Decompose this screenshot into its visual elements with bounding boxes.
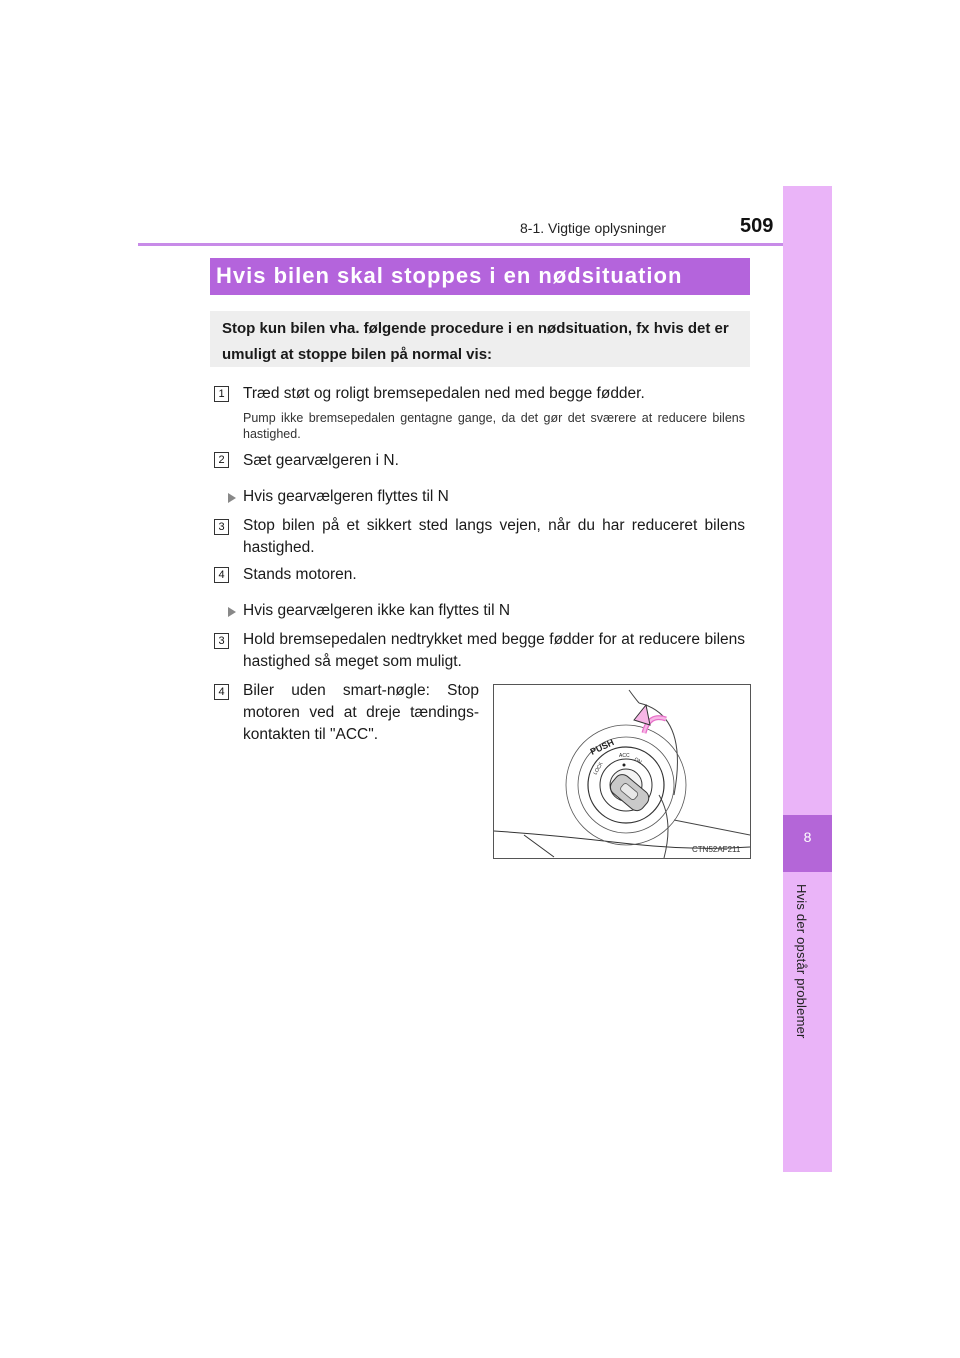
step-note: Pump ikke bremsepedalen gentagne gange, da det gør det sværere at reducere bilens hastighed. (243, 411, 745, 441)
page-number: 509 (740, 215, 774, 237)
step-number-3-alt: 3 (214, 633, 229, 649)
step-text-4-alt: Biler uden smart-nøgle: Stop motoren ved at dreje tændings-kontakten til "ACC". (243, 682, 479, 743)
step-number-3: 3 (214, 519, 229, 535)
step-number-2: 2 (214, 452, 229, 468)
step-text-1: Træd støt og roligt bremsepedalen ned med begge fødder. (243, 385, 645, 402)
section-label: 8-1. Vigtige oplysninger (520, 220, 667, 236)
illustration-code: CTN52AF211 (692, 845, 741, 854)
triangle-bullet-icon (228, 607, 236, 617)
push-label: PUSH (588, 737, 616, 757)
step-number-1: 1 (214, 386, 229, 402)
header-rule (138, 243, 832, 246)
condition-1: Hvis gearvælgeren flyttes til N (243, 488, 449, 505)
step-text-2: Sæt gearvælgeren i N. (243, 452, 399, 469)
chapter-title: Hvis der opstår problemer (794, 884, 809, 1039)
condition-2: Hvis gearvælgeren ikke kan flyttes til N (243, 602, 511, 619)
intro-text: Stop kun bilen vha. følgende procedure i en nødsituation, fx hvis det er umuligt at stoppe bilen på normal vis: (222, 320, 729, 363)
triangle-bullet-icon (228, 493, 236, 503)
lock-label: LOCK (592, 761, 605, 776)
step-text-3: Stop bilen på et sikkert sted langs vejen, når du har reduceret bilens hastighed. (243, 517, 745, 556)
step-text-3-alt: Hold bremsepedalen nedtrykket med begge fødder for at reducere bilens hastighed så meget som muligt. (243, 631, 745, 670)
chapter-number: 8 (803, 829, 812, 845)
acc-label: ACC (619, 753, 630, 759)
ignition-switch-drawing (494, 685, 750, 858)
page-title: Hvis bilen skal stoppes i en nødsituation (216, 263, 683, 288)
ignition-switch-illustration (493, 684, 751, 859)
step-text-4: Stands motoren. (243, 566, 357, 583)
on-label: ON (633, 756, 643, 766)
step-number-4: 4 (214, 567, 229, 583)
step-number-4-alt: 4 (214, 684, 229, 700)
